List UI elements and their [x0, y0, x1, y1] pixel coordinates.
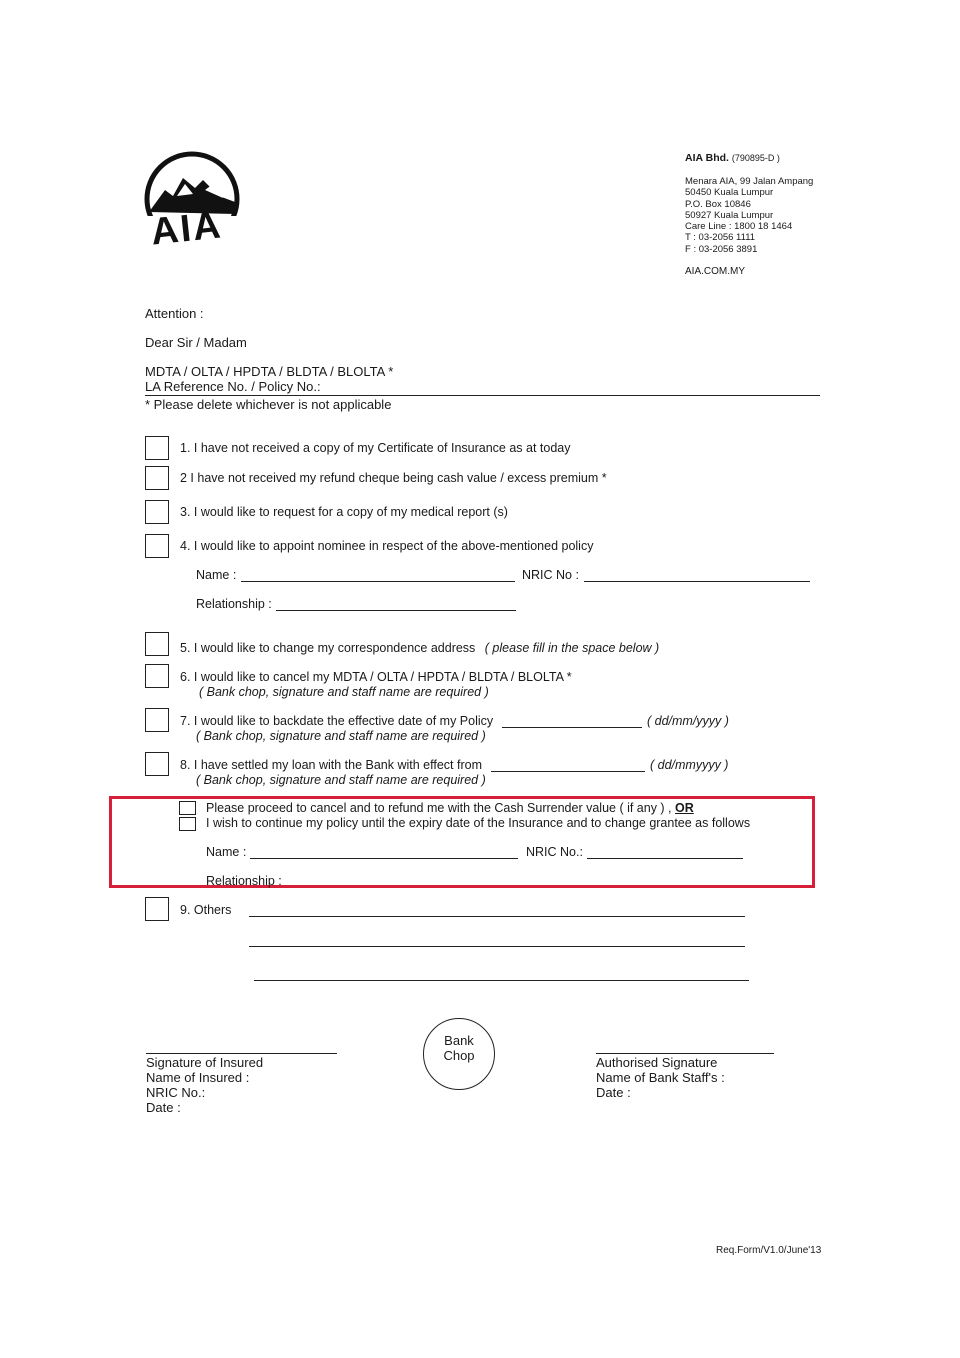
- others-line-2[interactable]: [249, 946, 745, 947]
- nominee-nric-field[interactable]: [584, 581, 810, 582]
- item6-checkbox[interactable]: [145, 664, 169, 688]
- delete-note: * Please delete whichever is not applicable: [145, 397, 392, 412]
- item1-checkbox[interactable]: [145, 436, 169, 460]
- staff-date-label: Date :: [596, 1085, 631, 1100]
- company-address: [685, 176, 813, 255]
- item8-checkbox[interactable]: [145, 752, 169, 776]
- attention-label: Attention :: [145, 306, 204, 321]
- bank-chop-line1: Bank: [444, 1033, 474, 1048]
- option-a-row: [206, 801, 694, 815]
- nominee-name-label: Name :: [196, 568, 237, 582]
- item1-label: 1. I have not received a copy of my Certificate of Insurance as at today: [180, 441, 571, 455]
- item5-note: ( please fill in the space below ): [484, 641, 660, 655]
- staff-name-label: Name of Bank Staff's :: [596, 1070, 725, 1085]
- reference-label: LA Reference No. / Policy No.:: [145, 379, 321, 394]
- insured-signature-label: Signature of Insured: [146, 1055, 264, 1070]
- others-line-1[interactable]: [249, 916, 745, 917]
- address-line: P.O. Box 10846: [685, 198, 751, 210]
- nominee-relationship-field[interactable]: [276, 610, 516, 611]
- item7-date-field[interactable]: [502, 727, 642, 728]
- item8-label: 8. I have settled my loan with the Bank with effect from: [180, 758, 483, 772]
- address-line: 50450 Kuala Lumpur: [685, 187, 774, 199]
- item2-label: 2 I have not received my refund cheque being cash value / excess premium *: [180, 471, 607, 485]
- address-line: T : 03-2056 1111: [685, 232, 756, 244]
- grantee-name-label: Name :: [206, 845, 247, 859]
- item5-row: [180, 641, 659, 655]
- grantee-relationship-label: Relationship :: [206, 874, 282, 888]
- address-line: 50927 Kuala Lumpur: [685, 209, 774, 221]
- item2-checkbox[interactable]: [145, 466, 169, 490]
- bank-chop-line2: Chop: [443, 1048, 475, 1063]
- item7-format: ( dd/mm/yyyy ): [647, 714, 729, 728]
- item8-note: ( Bank chop, signature and staff name are required ): [196, 773, 486, 787]
- item9-label: 9. Others: [180, 903, 232, 917]
- item6-label: 6. I would like to cancel my MDTA / OLTA / HPDTA / BLDTA / BLOLTA *: [180, 670, 572, 684]
- company-reg-no: (790895-D ): [731, 153, 780, 163]
- insured-nric-label: NRIC No.:: [146, 1085, 206, 1100]
- option-b-label: I wish to continue my policy until the expiry date of the Insurance and to change grantee as follows: [206, 816, 751, 830]
- address-line: F : 03-2056 3891: [685, 243, 758, 255]
- bank-chop-circle: [423, 1018, 495, 1090]
- option-a-checkbox[interactable]: [179, 801, 196, 815]
- item5-checkbox[interactable]: [145, 632, 169, 656]
- item4-checkbox[interactable]: [145, 534, 169, 558]
- nominee-name-field[interactable]: [241, 581, 515, 582]
- item3-checkbox[interactable]: [145, 500, 169, 524]
- logo-text: AIA: [148, 204, 225, 254]
- nominee-nric-label: NRIC No :: [522, 568, 579, 582]
- item5-label: 5. I would like to change my correspondence address: [180, 641, 476, 655]
- option-b-checkbox[interactable]: [179, 817, 196, 831]
- item3-label: 3. I would like to request for a copy of my medical report (s): [180, 505, 508, 519]
- insured-name-label: Name of Insured :: [146, 1070, 250, 1085]
- option-or: OR: [675, 801, 694, 815]
- item7-checkbox[interactable]: [145, 708, 169, 732]
- form-code: Req.Form/V1.0/June'13: [716, 1245, 822, 1256]
- option-a-label: Please proceed to cancel and to refund me with the Cash Surrender value ( if any ) ,: [206, 801, 672, 815]
- item7-label: 7. I would like to backdate the effective date of my Policy: [180, 714, 494, 728]
- grantee-name-field[interactable]: [250, 858, 518, 859]
- item6-note: ( Bank chop, signature and staff name are required ): [199, 685, 489, 699]
- company-info: [685, 152, 780, 164]
- company-name: AIA Bhd.: [685, 152, 729, 164]
- policy-types: MDTA / OLTA / HPDTA / BLDTA / BLOLTA *: [145, 364, 394, 379]
- insured-signature-line[interactable]: [146, 1053, 337, 1054]
- salutation: Dear Sir / Madam: [145, 335, 247, 350]
- aia-logo: [143, 150, 241, 254]
- item8-date-field[interactable]: [491, 771, 645, 772]
- grantee-nric-field[interactable]: [587, 858, 743, 859]
- item7-note: ( Bank chop, signature and staff name are required ): [196, 729, 486, 743]
- address-line: Menara AIA, 99 Jalan Ampang: [685, 176, 814, 187]
- insured-date-label: Date :: [146, 1100, 181, 1115]
- authorised-signature-line[interactable]: [596, 1053, 774, 1054]
- company-website: AIA.COM.MY: [685, 266, 746, 277]
- authorised-signature-label: Authorised Signature: [596, 1055, 718, 1070]
- item4-label: 4. I would like to appoint nominee in respect of the above-mentioned policy: [180, 539, 594, 553]
- grantee-nric-label: NRIC No.:: [526, 845, 583, 859]
- item8-format: ( dd/mmyyyy ): [650, 758, 729, 772]
- reference-line: [145, 395, 820, 396]
- address-line: Care Line : 1800 18 1464: [685, 221, 793, 233]
- others-line-3[interactable]: [254, 980, 749, 981]
- item9-checkbox[interactable]: [145, 897, 169, 921]
- nominee-relationship-label: Relationship :: [196, 597, 272, 611]
